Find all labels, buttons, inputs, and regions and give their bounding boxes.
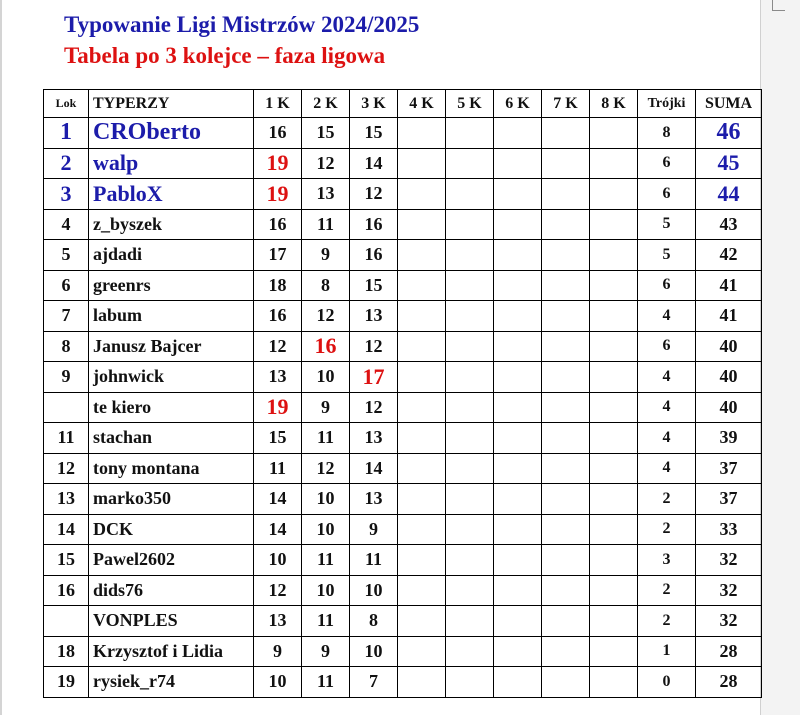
round-6-score-cell	[494, 209, 542, 240]
round-8-score-cell	[590, 301, 638, 332]
round-8-score-cell	[590, 209, 638, 240]
round-5-score-cell	[446, 606, 494, 637]
round-5-score-cell	[446, 514, 494, 545]
player-name-cell: tony montana	[89, 453, 254, 484]
suma-cell: 40	[696, 392, 762, 423]
round-3-score-cell: 11	[350, 545, 398, 576]
rank-cell: 11	[44, 423, 89, 454]
suma-cell: 39	[696, 423, 762, 454]
standings-body	[44, 118, 762, 698]
trojki-cell: 5	[638, 209, 696, 240]
rank-cell: 2	[44, 148, 89, 179]
round-4-score-cell	[398, 301, 446, 332]
player-name-cell: marko350	[89, 484, 254, 515]
suma-cell: 37	[696, 484, 762, 515]
page-left-edge	[0, 0, 2, 715]
rank-cell: 12	[44, 453, 89, 484]
trojki-cell: 4	[638, 392, 696, 423]
round-1-score-cell: 16	[254, 118, 302, 149]
table-row	[44, 209, 762, 240]
round-8-score-cell	[590, 453, 638, 484]
trojki-cell: 4	[638, 301, 696, 332]
round-2-score-cell: 11	[302, 606, 350, 637]
header-round-3: 3 K	[350, 90, 398, 118]
suma-cell: 32	[696, 545, 762, 576]
round-3-score-cell: 9	[350, 514, 398, 545]
round-2-score-cell: 12	[302, 148, 350, 179]
round-6-score-cell	[494, 362, 542, 393]
round-8-score-cell	[590, 606, 638, 637]
round-4-score-cell	[398, 392, 446, 423]
table-row	[44, 423, 762, 454]
round-1-score-cell: 19	[254, 392, 302, 423]
round-8-score-cell	[590, 179, 638, 210]
rank-cell: 7	[44, 301, 89, 332]
suma-cell: 45	[696, 148, 762, 179]
round-6-score-cell	[494, 484, 542, 515]
round-1-score-cell: 13	[254, 362, 302, 393]
round-6-score-cell	[494, 636, 542, 667]
trojki-cell: 2	[638, 484, 696, 515]
round-8-score-cell	[590, 636, 638, 667]
round-5-score-cell	[446, 148, 494, 179]
round-2-score-cell: 11	[302, 545, 350, 576]
rank-cell: 5	[44, 240, 89, 271]
round-6-score-cell	[494, 514, 542, 545]
rank-cell: 4	[44, 209, 89, 240]
round-8-score-cell	[590, 392, 638, 423]
round-3-score-cell: 14	[350, 148, 398, 179]
round-6-score-cell	[494, 606, 542, 637]
round-3-score-cell: 7	[350, 667, 398, 698]
round-5-score-cell	[446, 179, 494, 210]
round-1-score-cell: 19	[254, 148, 302, 179]
rank-cell: 8	[44, 331, 89, 362]
document-subtitle: Tabela po 3 kolejce – faza ligowa	[64, 43, 386, 68]
round-7-score-cell	[542, 575, 590, 606]
round-5-score-cell	[446, 209, 494, 240]
suma-cell: 28	[696, 667, 762, 698]
player-name-cell: ajdadi	[89, 240, 254, 271]
table-row	[44, 301, 762, 332]
rank-cell: 13	[44, 484, 89, 515]
rank-cell: 15	[44, 545, 89, 576]
round-7-score-cell	[542, 209, 590, 240]
round-5-score-cell	[446, 362, 494, 393]
round-8-score-cell	[590, 667, 638, 698]
round-1-score-cell: 16	[254, 209, 302, 240]
round-6-score-cell	[494, 179, 542, 210]
round-7-score-cell	[542, 270, 590, 301]
round-8-score-cell	[590, 118, 638, 149]
trojki-cell: 2	[638, 514, 696, 545]
trojki-cell: 4	[638, 453, 696, 484]
trojki-cell: 6	[638, 331, 696, 362]
round-1-score-cell: 15	[254, 423, 302, 454]
round-4-score-cell	[398, 270, 446, 301]
player-name-cell: rysiek_r74	[89, 667, 254, 698]
header-suma: SUMA	[696, 90, 762, 118]
round-4-score-cell	[398, 209, 446, 240]
round-5-score-cell	[446, 667, 494, 698]
table-row	[44, 484, 762, 515]
document-title: Typowanie Ligi Mistrzów 2024/2025	[64, 12, 420, 37]
round-5-score-cell	[446, 636, 494, 667]
round-4-score-cell	[398, 484, 446, 515]
round-4-score-cell	[398, 545, 446, 576]
table-row	[44, 331, 762, 362]
round-1-score-cell: 13	[254, 606, 302, 637]
round-3-score-cell: 12	[350, 331, 398, 362]
suma-cell: 32	[696, 575, 762, 606]
round-2-score-cell: 10	[302, 575, 350, 606]
round-7-score-cell	[542, 392, 590, 423]
round-2-score-cell: 9	[302, 240, 350, 271]
round-1-score-cell: 10	[254, 545, 302, 576]
trojki-cell: 4	[638, 362, 696, 393]
round-2-score-cell: 9	[302, 636, 350, 667]
suma-cell: 33	[696, 514, 762, 545]
header-round-7: 7 K	[542, 90, 590, 118]
player-name-cell: labum	[89, 301, 254, 332]
round-8-score-cell	[590, 331, 638, 362]
table-row	[44, 636, 762, 667]
round-6-score-cell	[494, 453, 542, 484]
round-5-score-cell	[446, 453, 494, 484]
round-7-score-cell	[542, 331, 590, 362]
round-1-score-cell: 16	[254, 301, 302, 332]
round-4-score-cell	[398, 636, 446, 667]
rank-cell	[44, 392, 89, 423]
player-name-cell: VONPLES	[89, 606, 254, 637]
round-4-score-cell	[398, 362, 446, 393]
suma-cell: 41	[696, 270, 762, 301]
round-7-score-cell	[542, 148, 590, 179]
round-4-score-cell	[398, 423, 446, 454]
round-2-score-cell: 12	[302, 301, 350, 332]
header-typerzy: TYPERZY	[89, 90, 254, 118]
round-6-score-cell	[494, 575, 542, 606]
round-7-score-cell	[542, 667, 590, 698]
round-8-score-cell	[590, 362, 638, 393]
player-name-cell: DCK	[89, 514, 254, 545]
round-3-score-cell: 13	[350, 301, 398, 332]
round-8-score-cell	[590, 423, 638, 454]
table-row	[44, 453, 762, 484]
standings-table	[43, 89, 762, 698]
round-2-score-cell: 13	[302, 179, 350, 210]
round-3-score-cell: 13	[350, 423, 398, 454]
player-name-cell: johnwick	[89, 362, 254, 393]
round-2-score-cell: 10	[302, 514, 350, 545]
table-row	[44, 392, 762, 423]
suma-cell: 32	[696, 606, 762, 637]
suma-cell: 44	[696, 179, 762, 210]
suma-cell: 43	[696, 209, 762, 240]
table-row	[44, 362, 762, 393]
player-name-cell: Janusz Bajcer	[89, 331, 254, 362]
round-3-score-cell: 16	[350, 209, 398, 240]
table-row	[44, 240, 762, 271]
round-3-score-cell: 10	[350, 575, 398, 606]
round-2-score-cell: 9	[302, 392, 350, 423]
player-name-cell: Krzysztof i Lidia	[89, 636, 254, 667]
table-row	[44, 575, 762, 606]
header-round-5: 5 K	[446, 90, 494, 118]
table-row	[44, 270, 762, 301]
round-4-score-cell	[398, 453, 446, 484]
round-8-score-cell	[590, 484, 638, 515]
round-6-score-cell	[494, 392, 542, 423]
round-3-score-cell: 14	[350, 453, 398, 484]
header-round-4: 4 K	[398, 90, 446, 118]
round-3-score-cell: 12	[350, 392, 398, 423]
round-1-score-cell: 11	[254, 453, 302, 484]
round-2-score-cell: 11	[302, 423, 350, 454]
round-6-score-cell	[494, 545, 542, 576]
table-row	[44, 514, 762, 545]
suma-cell: 37	[696, 453, 762, 484]
trojki-cell: 1	[638, 636, 696, 667]
round-3-score-cell: 10	[350, 636, 398, 667]
round-1-score-cell: 12	[254, 331, 302, 362]
round-3-score-cell: 12	[350, 179, 398, 210]
rank-cell: 19	[44, 667, 89, 698]
round-3-score-cell: 16	[350, 240, 398, 271]
table-row	[44, 606, 762, 637]
round-7-score-cell	[542, 545, 590, 576]
round-2-score-cell: 12	[302, 453, 350, 484]
round-8-score-cell	[590, 545, 638, 576]
trojki-cell: 0	[638, 667, 696, 698]
round-7-score-cell	[542, 118, 590, 149]
round-4-score-cell	[398, 179, 446, 210]
round-2-score-cell: 16	[302, 331, 350, 362]
round-6-score-cell	[494, 148, 542, 179]
rank-cell: 9	[44, 362, 89, 393]
table-header-row	[44, 90, 762, 118]
suma-cell: 40	[696, 362, 762, 393]
round-5-score-cell	[446, 575, 494, 606]
round-6-score-cell	[494, 240, 542, 271]
round-4-score-cell	[398, 575, 446, 606]
header-lok: Lok	[44, 90, 89, 118]
table-row	[44, 179, 762, 210]
round-7-score-cell	[542, 423, 590, 454]
margin-corner-mark	[772, 0, 785, 11]
rank-cell: 1	[44, 118, 89, 149]
trojki-cell: 6	[638, 179, 696, 210]
player-name-cell: PabloX	[89, 179, 254, 210]
rank-cell	[44, 606, 89, 637]
table-row	[44, 118, 762, 149]
round-7-score-cell	[542, 453, 590, 484]
trojki-cell: 6	[638, 270, 696, 301]
round-5-score-cell	[446, 301, 494, 332]
header-trojki: Trójki	[638, 90, 696, 118]
round-8-score-cell	[590, 575, 638, 606]
player-name-cell: te kiero	[89, 392, 254, 423]
round-5-score-cell	[446, 484, 494, 515]
table-row	[44, 545, 762, 576]
table-row	[44, 148, 762, 179]
round-1-score-cell: 14	[254, 484, 302, 515]
trojki-cell: 4	[638, 423, 696, 454]
round-3-score-cell: 15	[350, 270, 398, 301]
round-1-score-cell: 9	[254, 636, 302, 667]
round-1-score-cell: 12	[254, 575, 302, 606]
round-7-score-cell	[542, 484, 590, 515]
round-2-score-cell: 11	[302, 209, 350, 240]
round-8-score-cell	[590, 240, 638, 271]
round-2-score-cell: 11	[302, 667, 350, 698]
rank-cell: 16	[44, 575, 89, 606]
round-4-score-cell	[398, 606, 446, 637]
suma-cell: 42	[696, 240, 762, 271]
suma-cell: 40	[696, 331, 762, 362]
round-1-score-cell: 10	[254, 667, 302, 698]
rank-cell: 14	[44, 514, 89, 545]
trojki-cell: 3	[638, 545, 696, 576]
round-8-score-cell	[590, 148, 638, 179]
header-round-2: 2 K	[302, 90, 350, 118]
rank-cell: 18	[44, 636, 89, 667]
table-row	[44, 667, 762, 698]
player-name-cell: CROberto	[89, 118, 254, 149]
round-6-score-cell	[494, 667, 542, 698]
round-1-score-cell: 17	[254, 240, 302, 271]
round-4-score-cell	[398, 514, 446, 545]
round-4-score-cell	[398, 118, 446, 149]
round-7-score-cell	[542, 240, 590, 271]
round-4-score-cell	[398, 667, 446, 698]
round-2-score-cell: 10	[302, 362, 350, 393]
round-4-score-cell	[398, 148, 446, 179]
round-6-score-cell	[494, 118, 542, 149]
header-round-8: 8 K	[590, 90, 638, 118]
trojki-cell: 8	[638, 118, 696, 149]
round-7-score-cell	[542, 362, 590, 393]
player-name-cell: dids76	[89, 575, 254, 606]
round-7-score-cell	[542, 514, 590, 545]
player-name-cell: greenrs	[89, 270, 254, 301]
round-5-score-cell	[446, 270, 494, 301]
trojki-cell: 2	[638, 606, 696, 637]
round-2-score-cell: 8	[302, 270, 350, 301]
suma-cell: 41	[696, 301, 762, 332]
suma-cell: 46	[696, 118, 762, 149]
round-3-score-cell: 13	[350, 484, 398, 515]
round-7-score-cell	[542, 179, 590, 210]
rank-cell: 3	[44, 179, 89, 210]
trojki-cell: 6	[638, 148, 696, 179]
player-name-cell: Pawel2602	[89, 545, 254, 576]
player-name-cell: walp	[89, 148, 254, 179]
document-gutter	[761, 0, 800, 715]
player-name-cell: stachan	[89, 423, 254, 454]
round-4-score-cell	[398, 331, 446, 362]
round-6-score-cell	[494, 270, 542, 301]
rank-cell: 6	[44, 270, 89, 301]
round-5-score-cell	[446, 331, 494, 362]
round-8-score-cell	[590, 514, 638, 545]
round-1-score-cell: 19	[254, 179, 302, 210]
trojki-cell: 2	[638, 575, 696, 606]
round-4-score-cell	[398, 240, 446, 271]
suma-cell: 28	[696, 636, 762, 667]
round-3-score-cell: 8	[350, 606, 398, 637]
header-round-1: 1 K	[254, 90, 302, 118]
round-6-score-cell	[494, 331, 542, 362]
round-1-score-cell: 18	[254, 270, 302, 301]
round-5-score-cell	[446, 240, 494, 271]
round-6-score-cell	[494, 301, 542, 332]
trojki-cell: 5	[638, 240, 696, 271]
round-2-score-cell: 10	[302, 484, 350, 515]
round-6-score-cell	[494, 423, 542, 454]
round-7-score-cell	[542, 606, 590, 637]
player-name-cell: z_byszek	[89, 209, 254, 240]
header-round-6: 6 K	[494, 90, 542, 118]
round-7-score-cell	[542, 636, 590, 667]
round-3-score-cell: 17	[350, 362, 398, 393]
round-2-score-cell: 15	[302, 118, 350, 149]
round-5-score-cell	[446, 392, 494, 423]
round-3-score-cell: 15	[350, 118, 398, 149]
round-8-score-cell	[590, 270, 638, 301]
round-7-score-cell	[542, 301, 590, 332]
round-1-score-cell: 14	[254, 514, 302, 545]
round-5-score-cell	[446, 545, 494, 576]
round-5-score-cell	[446, 423, 494, 454]
round-5-score-cell	[446, 118, 494, 149]
